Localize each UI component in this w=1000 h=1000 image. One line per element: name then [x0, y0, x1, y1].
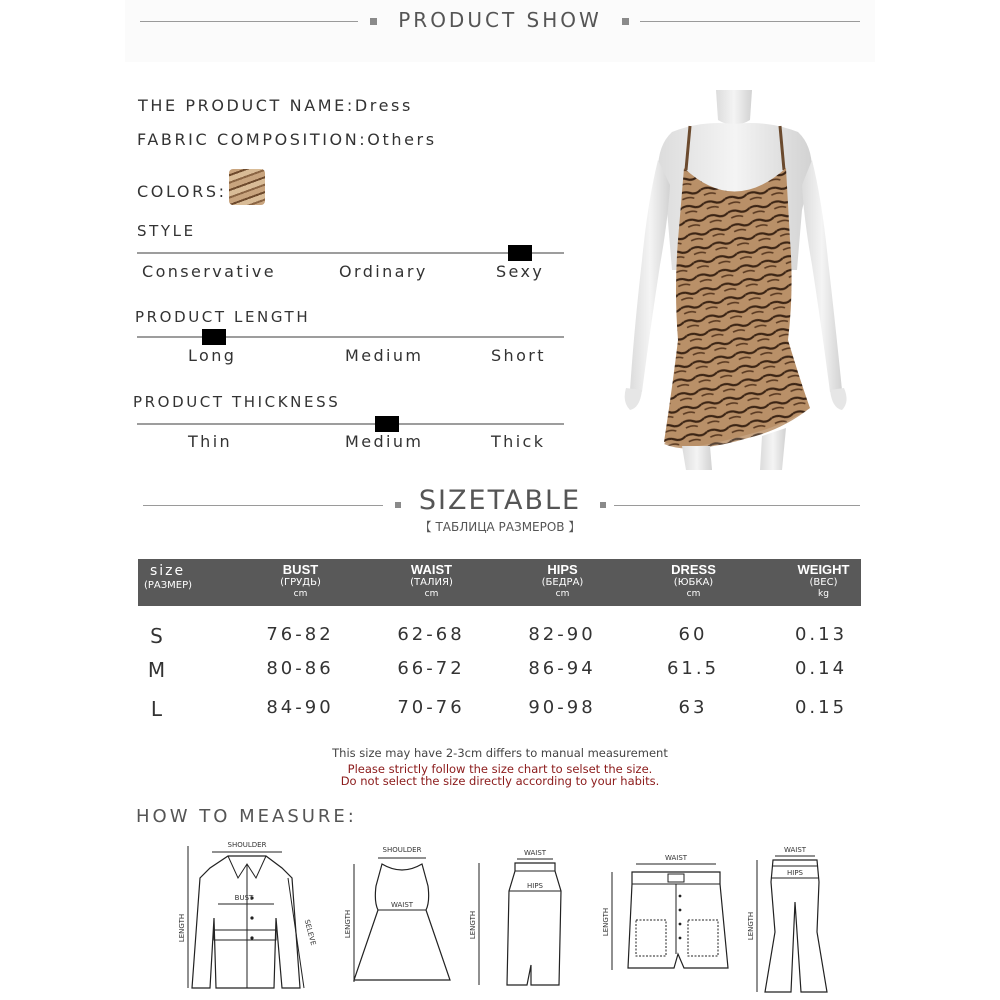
col-bust-main: BUST [282, 562, 319, 577]
length-option-short: Short [491, 346, 546, 365]
size-warning [0, 763, 1000, 787]
jacket-bust-label: BUST [234, 894, 254, 902]
col-size-sub: (РАЗМЕР) [144, 580, 193, 591]
waist-cell: 62-68 [397, 624, 465, 645]
col-dress-unit: cm [686, 589, 701, 599]
col-weight-main: WEIGHT [797, 562, 850, 577]
length-option-long: Long [188, 346, 237, 365]
product-name-row [138, 96, 413, 115]
bust-cell: 80-86 [266, 658, 334, 679]
bust-cell: 76-82 [266, 624, 334, 645]
col-dress [656, 559, 731, 606]
table-row [138, 658, 861, 688]
dress-cell: 63 [678, 697, 708, 718]
product-name-label: THE PRODUCT NAME: [138, 96, 355, 115]
length-option-medium: Medium [345, 346, 424, 365]
skirt-diagram [465, 845, 575, 995]
style-option-sexy: Sexy [496, 262, 545, 281]
dress-diagram [340, 842, 465, 992]
col-dress-main: DRESS [671, 562, 716, 577]
color-swatch[interactable] [229, 169, 265, 205]
dress-shoulder-label: SHOULDER [382, 846, 422, 854]
skirt-hips-label: HIPS [527, 882, 543, 890]
size-warning-line-2: Do not select the size directly according to your habits. [340, 774, 660, 788]
weight-cell: 0.15 [794, 697, 848, 718]
hips-cell: 90-98 [528, 697, 596, 718]
size-cell: S [150, 624, 166, 648]
col-dress-sub: (ЮБКА) [673, 577, 714, 588]
col-hips-main: HIPS [547, 562, 578, 577]
size-cell: M [147, 658, 169, 682]
skirt-length-label: LENGTH [469, 910, 477, 940]
col-weight-unit: kg [818, 589, 829, 599]
col-waist-main: WAIST [410, 562, 453, 577]
thickness-option-thick: Thick [491, 432, 546, 451]
style-scale-line [137, 252, 564, 254]
divider [614, 505, 860, 506]
divider-dot [600, 502, 606, 508]
col-hips-unit: cm [555, 589, 570, 599]
col-weight-sub: (ВЕС) [809, 577, 838, 588]
col-bust [263, 559, 338, 606]
table-row [138, 697, 861, 727]
col-waist-unit: cm [424, 589, 439, 599]
size-note: This size may have 2-3cm differs to manual measurement [332, 746, 668, 760]
bust-cell: 84-90 [266, 697, 334, 718]
fabric-label: FABRIC COMPOSITION: [137, 130, 368, 149]
pants-length-label: LENGTH [747, 911, 755, 941]
col-hips-sub: (БЕДРА) [541, 577, 584, 588]
thickness-scale-line [137, 423, 564, 425]
size-cell: L [150, 697, 166, 721]
divider-dot [622, 18, 629, 25]
divider [640, 21, 860, 22]
shorts-waist-label: WAIST [664, 854, 688, 862]
waist-cell: 70-76 [397, 697, 465, 718]
style-marker [508, 245, 532, 261]
size-warning-line-1: Please strictly follow the size chart to selset the size. [347, 762, 653, 776]
fabric-row [137, 130, 437, 149]
col-size-main: size [150, 563, 186, 579]
skirt-waist-label: WAIST [523, 849, 547, 857]
shorts-diagram [598, 850, 733, 980]
col-bust-unit: cm [293, 589, 308, 599]
col-weight [786, 559, 861, 606]
style-option-ordinary: Ordinary [339, 262, 428, 281]
weight-cell: 0.13 [794, 624, 848, 645]
length-label: PRODUCT LENGTH [135, 308, 311, 326]
how-to-measure-title: HOW TO MEASURE: [136, 806, 357, 827]
col-bust-sub: (ГРУДЬ) [280, 577, 321, 588]
product-image [612, 90, 862, 470]
dress-cell: 60 [678, 624, 708, 645]
jacket-length-label: LENGTH [178, 913, 186, 943]
hips-cell: 86-94 [528, 658, 596, 679]
col-waist [394, 559, 469, 606]
jacket-sleeve-label: SELEVE [302, 918, 318, 947]
sizetable-title: SIZETABLE [418, 485, 582, 516]
style-option-conservative: Conservative [142, 262, 276, 281]
colors-label: COLORS: [137, 182, 227, 201]
length-marker [202, 329, 226, 345]
jacket-diagram [170, 838, 320, 996]
weight-cell: 0.14 [794, 658, 848, 679]
dress-length-label: LENGTH [344, 909, 352, 939]
style-label: STYLE [137, 222, 196, 240]
product-name-value: Dress [354, 96, 413, 115]
col-size [138, 559, 208, 606]
jacket-shoulder-label: SHOULDER [227, 841, 267, 849]
hips-cell: 82-90 [528, 624, 596, 645]
thickness-label: PRODUCT THICKNESS [133, 393, 341, 411]
pants-waist-label: WAIST [783, 846, 807, 854]
table-row [138, 624, 861, 654]
waist-cell: 66-72 [397, 658, 465, 679]
sizetable-subtitle: 【 ТАБЛИЦА РАЗМЕРОВ 】 [419, 520, 581, 534]
pants-hips-label: HIPS [787, 869, 803, 877]
fabric-value: Others [367, 130, 437, 149]
thickness-marker [375, 416, 399, 432]
pants-diagram [745, 842, 835, 998]
dress-waist-label: WAIST [390, 901, 414, 909]
col-hips [525, 559, 600, 606]
dress-cell: 61.5 [666, 658, 720, 679]
size-table-header [138, 559, 861, 606]
shorts-length-label: LENGTH [602, 907, 610, 937]
page-title: PRODUCT SHOW [398, 8, 602, 32]
col-waist-sub: (ТАЛИЯ) [410, 577, 453, 588]
thickness-option-medium: Medium [345, 432, 424, 451]
thickness-option-thin: Thin [188, 432, 233, 451]
